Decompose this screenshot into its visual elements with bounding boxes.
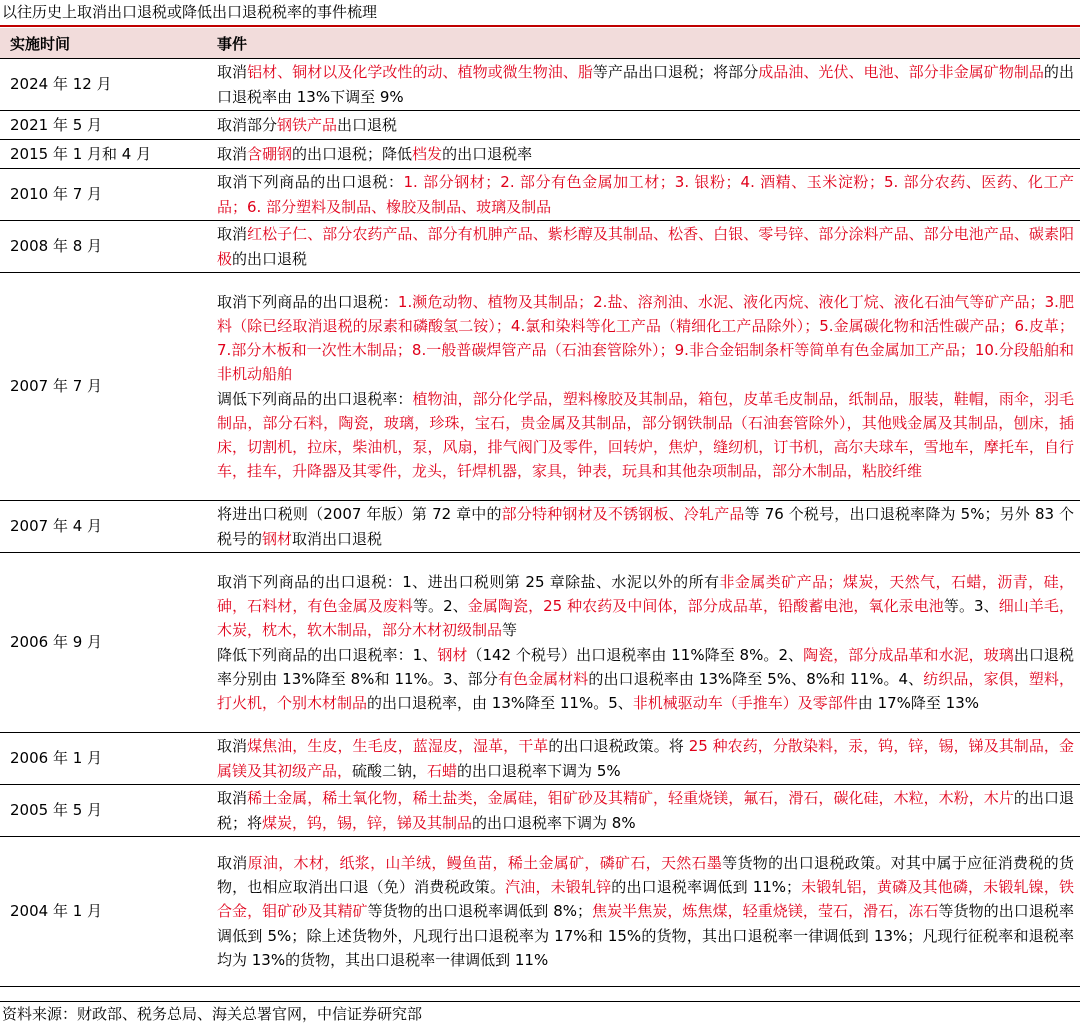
events-table bbox=[0, 28, 1080, 987]
row-event bbox=[204, 785, 1080, 837]
row-date: 2005 年 5 月 bbox=[0, 785, 204, 837]
highlighted-item-text: 有色金属材料 bbox=[497, 669, 589, 688]
event-text: 等货物的出口退税政策。对其中属于应征消费税的货物，也相应取消出口退（免）消费税政策。 bbox=[217, 853, 1074, 897]
table-row bbox=[0, 140, 1080, 169]
row-event bbox=[204, 733, 1080, 785]
row-event bbox=[204, 59, 1080, 111]
table-row bbox=[0, 785, 1080, 837]
event-text: 的出口退税率 bbox=[442, 144, 533, 163]
row-event bbox=[204, 553, 1080, 733]
title-divider bbox=[0, 25, 1080, 27]
highlighted-item-text: 稀土金属，稀土氧化物，稀土盐类，金属硅，钼矿砂及其精矿，轻重烧镁，氟石，滑石，碳化硅，木粒，木粉，木片 bbox=[247, 789, 1014, 808]
highlighted-item-text: 成品油、光伏、电池、部分非金属矿物制品 bbox=[758, 63, 1044, 82]
event-text: 取消 bbox=[217, 789, 248, 808]
row-date: 2010 年 7 月 bbox=[0, 169, 204, 221]
event-text: 取消下列商品的出口退税：1、进出口税则第 25 章除盐、水泥以外的所有 bbox=[217, 572, 720, 591]
event-text: 取消下列商品的出口退税： bbox=[217, 292, 398, 311]
table-row bbox=[0, 553, 1080, 733]
event-text: 取消 bbox=[217, 737, 248, 756]
event-text: 取消 bbox=[217, 853, 248, 872]
event-text: （142 个税号）出口退税率由 11%降至 8%。2、 bbox=[467, 645, 804, 664]
table-row bbox=[0, 273, 1080, 501]
event-text: 取消 bbox=[217, 63, 248, 82]
event-text: 的出口退税政策。将 bbox=[548, 737, 689, 756]
source-note: 资料来源：财政部、税务总局、海关总署官网，中信证券研究部 bbox=[2, 1005, 423, 1023]
row-event bbox=[204, 273, 1080, 501]
highlighted-item-text: 钢铁产品 bbox=[277, 115, 338, 134]
table-row bbox=[0, 221, 1080, 273]
column-header-event: 事件 bbox=[204, 28, 1080, 59]
event-text: 等。2、 bbox=[412, 597, 468, 616]
row-event bbox=[204, 837, 1080, 987]
highlighted-item-text: 铝材、铜材以及化学改性的动、植物或微生物油、脂 bbox=[247, 63, 593, 82]
event-text: 取消出口退税 bbox=[292, 529, 383, 548]
row-date: 2021 年 5 月 bbox=[0, 111, 204, 140]
row-event bbox=[204, 140, 1080, 169]
event-text: 的出口退税率由 13%下调至 9% bbox=[217, 63, 1074, 106]
table-row bbox=[0, 837, 1080, 987]
event-text: 的出口退税率调低到 11%； bbox=[611, 878, 802, 897]
event-text: 的出口退税；将 bbox=[217, 789, 1074, 832]
table-row bbox=[0, 501, 1080, 553]
highlighted-item-text: 25 种农药，分散染料，汞，钨，锌，锡，锑及其制品，金属镁及其初级产品， bbox=[217, 737, 1074, 780]
row-event bbox=[204, 111, 1080, 140]
highlighted-item-text: 原油，木材，纸浆，山羊绒，鳗鱼苗，稀土金属矿，磷矿石，天然石墨 bbox=[247, 853, 723, 872]
highlighted-item-text: 植物油，部分化学品，塑料橡胶及其制品，箱包，皮革毛皮制品，纸制品，服装，鞋帽，雨伞，羽毛制品，部分石料，陶瓷，玻璃，珍珠，宝石，贵金属及其制品，部分钢铁制品（石油套管除外），其他贱金属及其制品，刨床，插床，切割机，拉床，柴油机，泵，风扇，排气阀门及零件，回转炉，焦炉，缝纫机，订书机，高尔夫球车，雪地车，摩托车，自行车，挂车，升降器及其零件，龙头，钎焊机器，家具，钟表，玩具和其他杂项制品，部分木制品，粘胶纤维 bbox=[217, 389, 1074, 481]
highlighted-item-text: 石蜡 bbox=[427, 761, 458, 780]
highlighted-item-text: 金属陶瓷，25 种农药及中间体，部分成品革，铅酸蓄电池，氧化汞电池 bbox=[467, 597, 944, 616]
highlighted-item-text: 纺织品，家俱，塑料，打火机，个别木材制品 bbox=[217, 669, 1075, 712]
row-event bbox=[204, 169, 1080, 221]
highlighted-item-text: 汽油，未锻轧锌 bbox=[505, 878, 612, 897]
table-body bbox=[0, 59, 1080, 987]
page-title: 以往历史上取消出口退税或降低出口退税税率的事件梳理 bbox=[2, 3, 378, 21]
event-text: 出口退税 bbox=[337, 115, 398, 134]
highlighted-item-text: 煤炭，钨，锡，锌，锑及其制品 bbox=[262, 813, 473, 832]
highlighted-item-text: 档发 bbox=[412, 144, 443, 163]
highlighted-item-text: 非机械驱动车（手推车）及零部件 bbox=[632, 693, 858, 712]
row-date: 2006 年 1 月 bbox=[0, 733, 204, 785]
event-text: 由 17%降至 13% bbox=[857, 693, 980, 712]
highlighted-item-text: 部分特种钢材及不锈钢板、冷轧产品 bbox=[501, 505, 745, 524]
highlighted-item-text: 煤焦油，生皮，生毛皮，蓝湿皮，湿革，干革 bbox=[247, 737, 549, 756]
event-text: 硫酸二钠， bbox=[352, 761, 428, 780]
event-text: 将进出口税则（2007 年版）第 72 章中的 bbox=[217, 505, 502, 524]
event-text: 等。3、 bbox=[943, 597, 999, 616]
event-text: 出口退税率分别由 13%降至 8%和 11%。3、部分 bbox=[217, 645, 1074, 688]
source-divider bbox=[0, 1001, 1080, 1002]
event-text: 等产品出口退税；将部分 bbox=[592, 63, 759, 82]
event-text: 等 76 个税号，出口退税率降为 5%；另外 83 个税号的 bbox=[217, 505, 1074, 548]
row-date: 2008 年 8 月 bbox=[0, 221, 204, 273]
row-date: 2015 年 1 月和 4 月 bbox=[0, 140, 204, 169]
event-text: 等货物的出口退税率调低到 5%；除上述货物外，凡现行出口退税率为 17%和 15%的货物，其出口退税率一律调低到 13%；凡现行征税率和退税率均为 13%的货物，其出口退税率一律调低到 11% bbox=[217, 902, 1074, 969]
highlighted-item-text: 1.濒危动物、植物及其制品；2.盐、溶剂油、水泥、液化丙烷、液化丁烷、液化石油气等矿产品；3.肥料（除已经取消退税的尿素和磷酸氢二铵）；4.氯和染料等化工产品（精细化工产品除外）；5.金属碳化物和活性碳产品；6.皮革；7.部分木板和一次性木制品；8.一般普碳焊管产品（石油套管除外）；9.非合金铝制条杆等简单有色金属加工产品；10.分段船舶和非机动船舶 bbox=[217, 292, 1074, 384]
event-text: 的出口退税 bbox=[232, 249, 308, 268]
highlighted-item-text: 陶瓷，部分成品革和水泥，玻璃 bbox=[803, 645, 1014, 664]
event-text: 的出口退税率下调为 5% bbox=[457, 761, 621, 780]
highlighted-item-text: 未锻轧铝，黄磷及其他磷，未锻轧镍，铁合金，钼矿砂及其精矿 bbox=[217, 878, 1074, 921]
row-date: 2024 年 12 月 bbox=[0, 59, 204, 111]
table-row bbox=[0, 111, 1080, 140]
column-header-date: 实施时间 bbox=[0, 28, 204, 59]
highlighted-item-text: 钢材 bbox=[437, 645, 468, 664]
highlighted-item-text: 1. 部分钢材；2. 部分有色金属加工材；3. 银粉；4. 酒精、玉米淀粉；5. 部分农药、医药、化工产品；6. 部分塑料及制品、橡胶及制品、玻璃及制品 bbox=[217, 173, 1074, 216]
table-row bbox=[0, 59, 1080, 111]
row-event bbox=[204, 501, 1080, 553]
event-text: 的出口退税率下调为 8% bbox=[472, 813, 636, 832]
highlighted-item-text: 非金属类矿产品；煤炭，天然气，石蜡，沥青，硅，砷，石料材，有色金属及废料 bbox=[217, 572, 1074, 616]
event-text: 取消部分 bbox=[217, 115, 278, 134]
highlighted-item-text: 细山羊毛，木炭，枕木，软木制品，部分木材初级制品 bbox=[217, 597, 1075, 640]
highlighted-item-text: 钢材 bbox=[262, 529, 293, 548]
table-row bbox=[0, 733, 1080, 785]
event-text: 的出口退税；降低 bbox=[292, 144, 413, 163]
row-date: 2006 年 9 月 bbox=[0, 553, 204, 733]
event-text: 取消 bbox=[217, 225, 248, 244]
highlighted-item-text: 含硼钢 bbox=[247, 144, 293, 163]
row-date: 2007 年 4 月 bbox=[0, 501, 204, 553]
row-event bbox=[204, 221, 1080, 273]
event-text: 取消下列商品的出口退税： bbox=[217, 173, 404, 192]
highlighted-item-text: 红松子仁、部分农药产品、部分有机胂产品、紫杉醇及其制品、松香、白银、零号锌、部分涂料产品、部分电池产品、碳素阳极 bbox=[217, 225, 1074, 268]
highlighted-item-text: 焦炭半焦炭，炼焦煤，轻重烧镁，莹石，滑石，冻石 bbox=[592, 902, 939, 921]
table-row bbox=[0, 169, 1080, 221]
event-text: 调低下列商品的出口退税率： bbox=[217, 389, 413, 408]
event-text: 的出口退税率，由 13%降至 11%。5、 bbox=[367, 693, 633, 712]
event-text: 等 bbox=[502, 621, 518, 640]
event-text: 取消 bbox=[217, 144, 248, 163]
row-date: 2004 年 1 月 bbox=[0, 837, 204, 987]
row-date: 2007 年 7 月 bbox=[0, 273, 204, 501]
event-text: 的出口退税率由 13%降至 5%、8%和 11%。4、 bbox=[588, 669, 924, 688]
event-text: 等货物的出口退税率调低到 8%； bbox=[367, 902, 592, 921]
event-text: 降低下列商品的出口退税率：1、 bbox=[217, 645, 438, 664]
table-header-row bbox=[0, 28, 1080, 59]
